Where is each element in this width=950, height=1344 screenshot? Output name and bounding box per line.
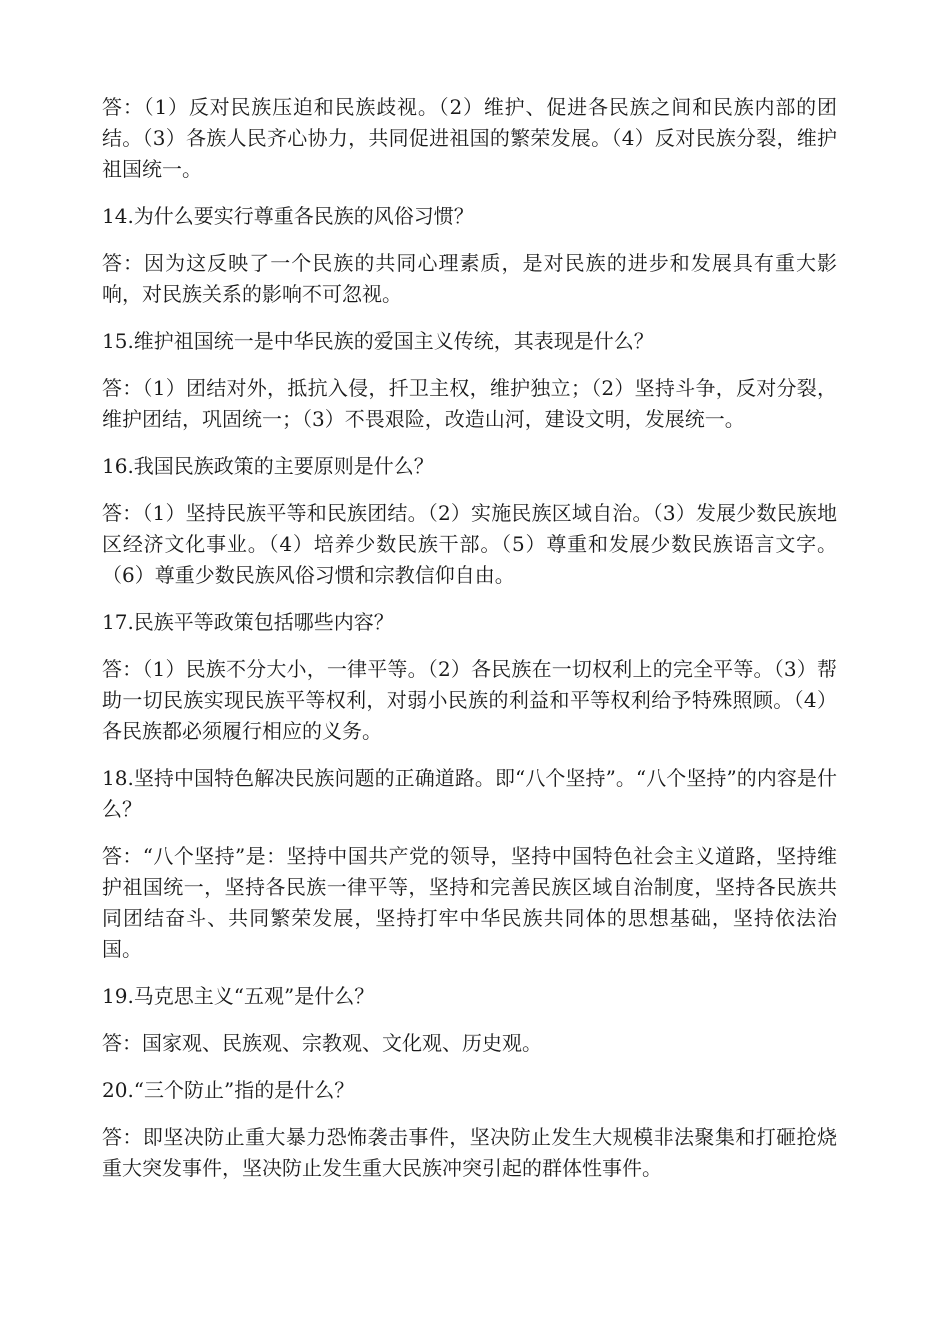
document-page xyxy=(102,92,837,1200)
answer-paragraph: 答：（1）反对民族压迫和民族歧视。（2）维护、促进各民族之间和民族内部的团结。（3）各族人民齐心协力，共同促进祖国的繁荣发展。（4）反对民族分裂，维护祖国统一。 xyxy=(102,95,837,181)
question-18: 18.坚持中国特色解决民族问题的正确道路。即“八个坚持”。“八个坚持”的内容是什么？ xyxy=(102,766,837,821)
answer-17: 答：（1）民族不分大小，一律平等。（2）各民族在一切权利上的完全平等。（3）帮助一切民族实现民族平等权利，对弱小民族的利益和平等权利给予特殊照顾。（4）各民族都必须履行相应的义务。 xyxy=(102,657,837,743)
answer-16: 答：（1）坚持民族平等和民族团结。（2）实施民族区域自治。（3）发展少数民族地区经济文化事业。（4）培养少数民族干部。（5）尊重和发展少数民族语言文字。（6）尊重少数民族风俗习惯和宗教信仰自由。 xyxy=(102,501,837,587)
question-15: 15.维护祖国统一是中华民族的爱国主义传统，其表现是什么？ xyxy=(102,329,654,353)
answer-19: 答：国家观、民族观、宗教观、文化观、历史观。 xyxy=(102,1031,542,1055)
question-17: 17.民族平等政策包括哪些内容？ xyxy=(102,610,394,634)
answer-20: 答：即坚决防止重大暴力恐怖袭击事件，坚决防止发生大规模非法聚集和打砸抢烧重大突发事件，坚决防止发生重大民族冲突引起的群体性事件。 xyxy=(102,1125,837,1180)
answer-14: 答：因为这反映了一个民族的共同心理素质，是对民族的进步和发展具有重大影响，对民族关系的影响不可忽视。 xyxy=(102,251,837,306)
answer-15: 答：（1）团结对外，抵抗入侵，扦卫主权，维护独立；（2）坚持斗争，反对分裂，维护团结，巩固统一；（3）不畏艰险，改造山河，建设文明，发展统一。 xyxy=(102,376,837,431)
question-14: 14.为什么要实行尊重各民族的风俗习惯？ xyxy=(102,204,474,228)
question-19: 19.马克思主义“五观”是什么？ xyxy=(102,984,375,1008)
answer-18: 答：“八个坚持”是：坚持中国共产党的领导，坚持中国特色社会主义道路，坚持维护祖国统一，坚持各民族一律平等，坚持和完善民族区域自治制度，坚持各民族共同团结奋斗、共同繁荣发展，坚持打牢中华民族共同体的思想基础，坚持依法治国。 xyxy=(102,844,837,961)
question-16: 16.我国民族政策的主要原则是什么？ xyxy=(102,454,434,478)
question-20: 20.“三个防止”指的是什么？ xyxy=(102,1078,355,1102)
